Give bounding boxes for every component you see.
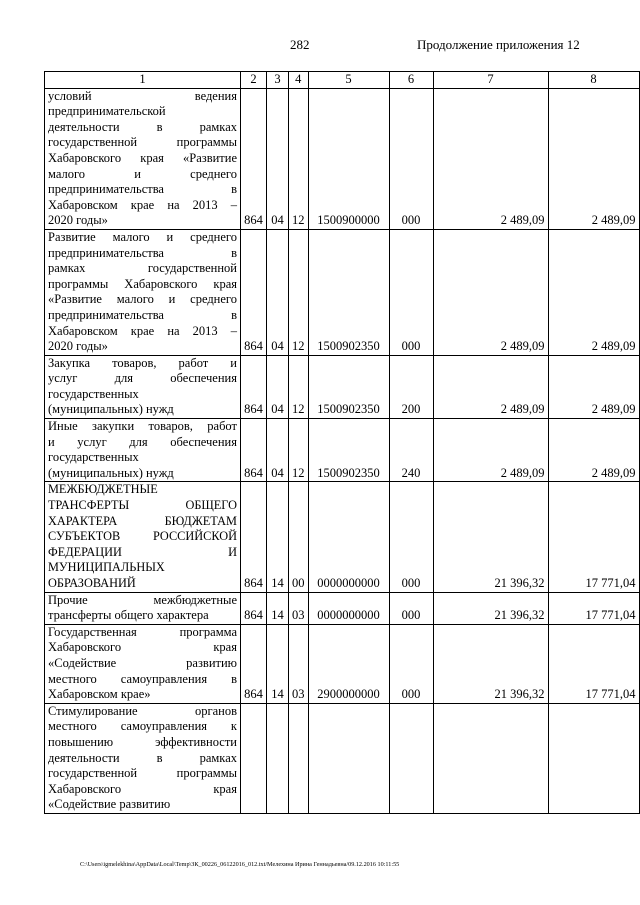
amount-2018-cell: 2 489,09 (548, 229, 639, 355)
section-code-cell: 04 (267, 419, 289, 482)
expense-type-cell: 200 (389, 355, 433, 418)
column-header: 7 (433, 72, 548, 89)
table-row (45, 88, 640, 229)
row-name-cell (45, 229, 241, 355)
section-code-cell (267, 703, 289, 813)
subsection-code-cell: 03 (289, 624, 309, 703)
expense-type-cell: 000 (389, 482, 433, 592)
subsection-code-cell: 12 (289, 88, 309, 229)
row-name-line: (муниципальных) нужд (48, 402, 174, 417)
target-article-cell: 1500902350 (308, 419, 389, 482)
row-name-line: ТРАНСФЕРТЫ ОБЩЕГО (48, 498, 237, 513)
section-code-cell: 14 (267, 482, 289, 592)
subsection-code-cell: 12 (289, 355, 309, 418)
department-code-cell: 864 (241, 355, 267, 418)
row-name-line: «Содействие развитию (48, 797, 171, 812)
target-article-cell: 0000000000 (308, 482, 389, 592)
row-name-cell (45, 703, 241, 813)
column-header: 8 (548, 72, 639, 89)
row-name-cell (45, 355, 241, 418)
row-name-line: государственной программы (48, 135, 237, 150)
table-header-row (45, 72, 640, 89)
row-name-line: программы Хабаровского края (48, 276, 237, 291)
amount-2017-cell: 2 489,09 (433, 88, 548, 229)
row-name-line: «Содействие развитию (48, 655, 237, 670)
row-name-line: МУНИЦИПАЛЬНЫХ (48, 560, 165, 575)
expense-type-cell: 000 (389, 592, 433, 624)
row-name-line: предпринимательства в (48, 307, 237, 322)
row-name-line: государственных (48, 386, 139, 401)
row-name-cell (45, 419, 241, 482)
row-name-line: предпринимательской (48, 104, 166, 119)
department-code-cell: 864 (241, 88, 267, 229)
target-article-cell: 1500900000 (308, 88, 389, 229)
row-name-line: Государственная программа (48, 624, 237, 639)
amount-2017-cell: 21 396,32 (433, 592, 548, 624)
row-name-line: Хабаровском крае на 2013 – (48, 323, 237, 338)
row-name-line: Развитие малого и среднего (48, 229, 237, 244)
row-name-line: трансферты общего характера (48, 608, 209, 623)
target-article-cell: 0000000000 (308, 592, 389, 624)
column-header: 5 (308, 72, 389, 89)
table-row (45, 229, 640, 355)
target-article-cell: 1500902350 (308, 355, 389, 418)
row-name-line: Хабаровского края (48, 640, 237, 655)
department-code-cell: 864 (241, 482, 267, 592)
row-name-line: условий ведения (48, 88, 237, 103)
department-code-cell (241, 703, 267, 813)
target-article-cell: 2900000000 (308, 624, 389, 703)
department-code-cell: 864 (241, 419, 267, 482)
table-row (45, 482, 640, 592)
column-header: 4 (289, 72, 309, 89)
row-name-line: услуг для обеспечения (48, 371, 237, 386)
column-header: 3 (267, 72, 289, 89)
amount-2018-cell: 2 489,09 (548, 88, 639, 229)
table-body (45, 88, 640, 813)
department-code-cell: 864 (241, 229, 267, 355)
amount-2018-cell (548, 703, 639, 813)
amount-2018-cell: 17 771,04 (548, 592, 639, 624)
row-name-line: 2020 годы» (48, 213, 108, 228)
amount-2017-cell: 21 396,32 (433, 482, 548, 592)
amount-2017-cell (433, 703, 548, 813)
row-name-cell (45, 482, 241, 592)
expense-type-cell: 000 (389, 624, 433, 703)
amount-2018-cell: 17 771,04 (548, 482, 639, 592)
row-name-line: местного самоуправления в (48, 671, 237, 686)
row-name-line: предпринимательства в (48, 182, 237, 197)
amount-2017-cell: 2 489,09 (433, 419, 548, 482)
expense-type-cell: 240 (389, 419, 433, 482)
row-name-cell (45, 592, 241, 624)
column-header: 6 (389, 72, 433, 89)
table-row (45, 624, 640, 703)
target-article-cell (308, 703, 389, 813)
appendix-continuation-title: Продолжение приложения 12 (417, 37, 580, 52)
expense-type-cell (389, 703, 433, 813)
amount-2018-cell: 2 489,09 (548, 419, 639, 482)
subsection-code-cell: 12 (289, 229, 309, 355)
row-name-line: предпринимательства в (48, 245, 237, 260)
row-name-line: МЕЖБЮДЖЕТНЫЕ (48, 482, 158, 497)
row-name-line: рамках государственной (48, 261, 237, 276)
department-code-cell: 864 (241, 624, 267, 703)
row-name-line: малого и среднего (48, 166, 237, 181)
amount-2018-cell: 17 771,04 (548, 624, 639, 703)
row-name-line: деятельности в рамках (48, 119, 237, 134)
page-number: 282 (290, 37, 310, 52)
row-name-line: Прочие межбюджетные (48, 592, 237, 607)
row-name-cell (45, 624, 241, 703)
column-header: 2 (241, 72, 267, 89)
section-code-cell: 14 (267, 624, 289, 703)
table-row (45, 703, 640, 813)
department-code-cell: 864 (241, 592, 267, 624)
section-code-cell: 04 (267, 355, 289, 418)
subsection-code-cell: 03 (289, 592, 309, 624)
target-article-cell: 1500902350 (308, 229, 389, 355)
section-code-cell: 14 (267, 592, 289, 624)
row-name-line: ОБРАЗОВАНИЙ (48, 576, 136, 590)
row-name-line: государственных (48, 450, 139, 465)
row-name-line: Хабаровском крае» (48, 687, 151, 702)
row-name-line: повышению эффективности (48, 734, 237, 749)
table-row (45, 419, 640, 482)
section-code-cell: 04 (267, 229, 289, 355)
row-name-line: Стимулирование органов (48, 703, 237, 718)
table-row (45, 355, 640, 418)
row-name-line: «Развитие малого и среднего (48, 292, 237, 307)
column-header: 1 (45, 72, 241, 89)
amount-2017-cell: 2 489,09 (433, 355, 548, 418)
subsection-code-cell: 00 (289, 482, 309, 592)
row-name-line: Хабаровском крае на 2013 – (48, 197, 237, 212)
subsection-code-cell: 12 (289, 419, 309, 482)
row-name-line: Закупка товаров, работ и (48, 355, 237, 370)
row-name-line: Иные закупки товаров, работ (48, 419, 237, 434)
row-name-line: Хабаровского края «Развитие (48, 150, 237, 165)
amount-2018-cell: 2 489,09 (548, 355, 639, 418)
row-name-cell (45, 88, 241, 229)
file-path-footer: C:\Users\igmelekhina\AppData\Local\Temp\ЗК_00226_06122016_012.txt/Мелехина Ирина Геннадьевна/09.12.2016 10:11:55 (80, 861, 400, 868)
row-name-line: деятельности в рамках (48, 750, 237, 765)
row-name-line: СУБЪЕКТОВ РОССИЙСКОЙ (48, 529, 237, 544)
section-code-cell: 04 (267, 88, 289, 229)
row-name-line: государственной программы (48, 766, 237, 781)
row-name-line: ФЕДЕРАЦИИ И (48, 544, 237, 559)
table-row (45, 592, 640, 624)
row-name-line: местного самоуправления к (48, 719, 237, 734)
amount-2017-cell: 2 489,09 (433, 229, 548, 355)
expense-type-cell: 000 (389, 88, 433, 229)
row-name-line: ХАРАКТЕРА БЮДЖЕТАМ (48, 513, 237, 528)
row-name-line: и услуг для обеспечения (48, 434, 237, 449)
subsection-code-cell (289, 703, 309, 813)
row-name-line: Хабаровского края (48, 781, 237, 796)
budget-table (44, 71, 640, 814)
amount-2017-cell: 21 396,32 (433, 624, 548, 703)
row-name-line: 2020 годы» (48, 339, 108, 354)
row-name-line: (муниципальных) нужд (48, 465, 174, 480)
expense-type-cell: 000 (389, 229, 433, 355)
